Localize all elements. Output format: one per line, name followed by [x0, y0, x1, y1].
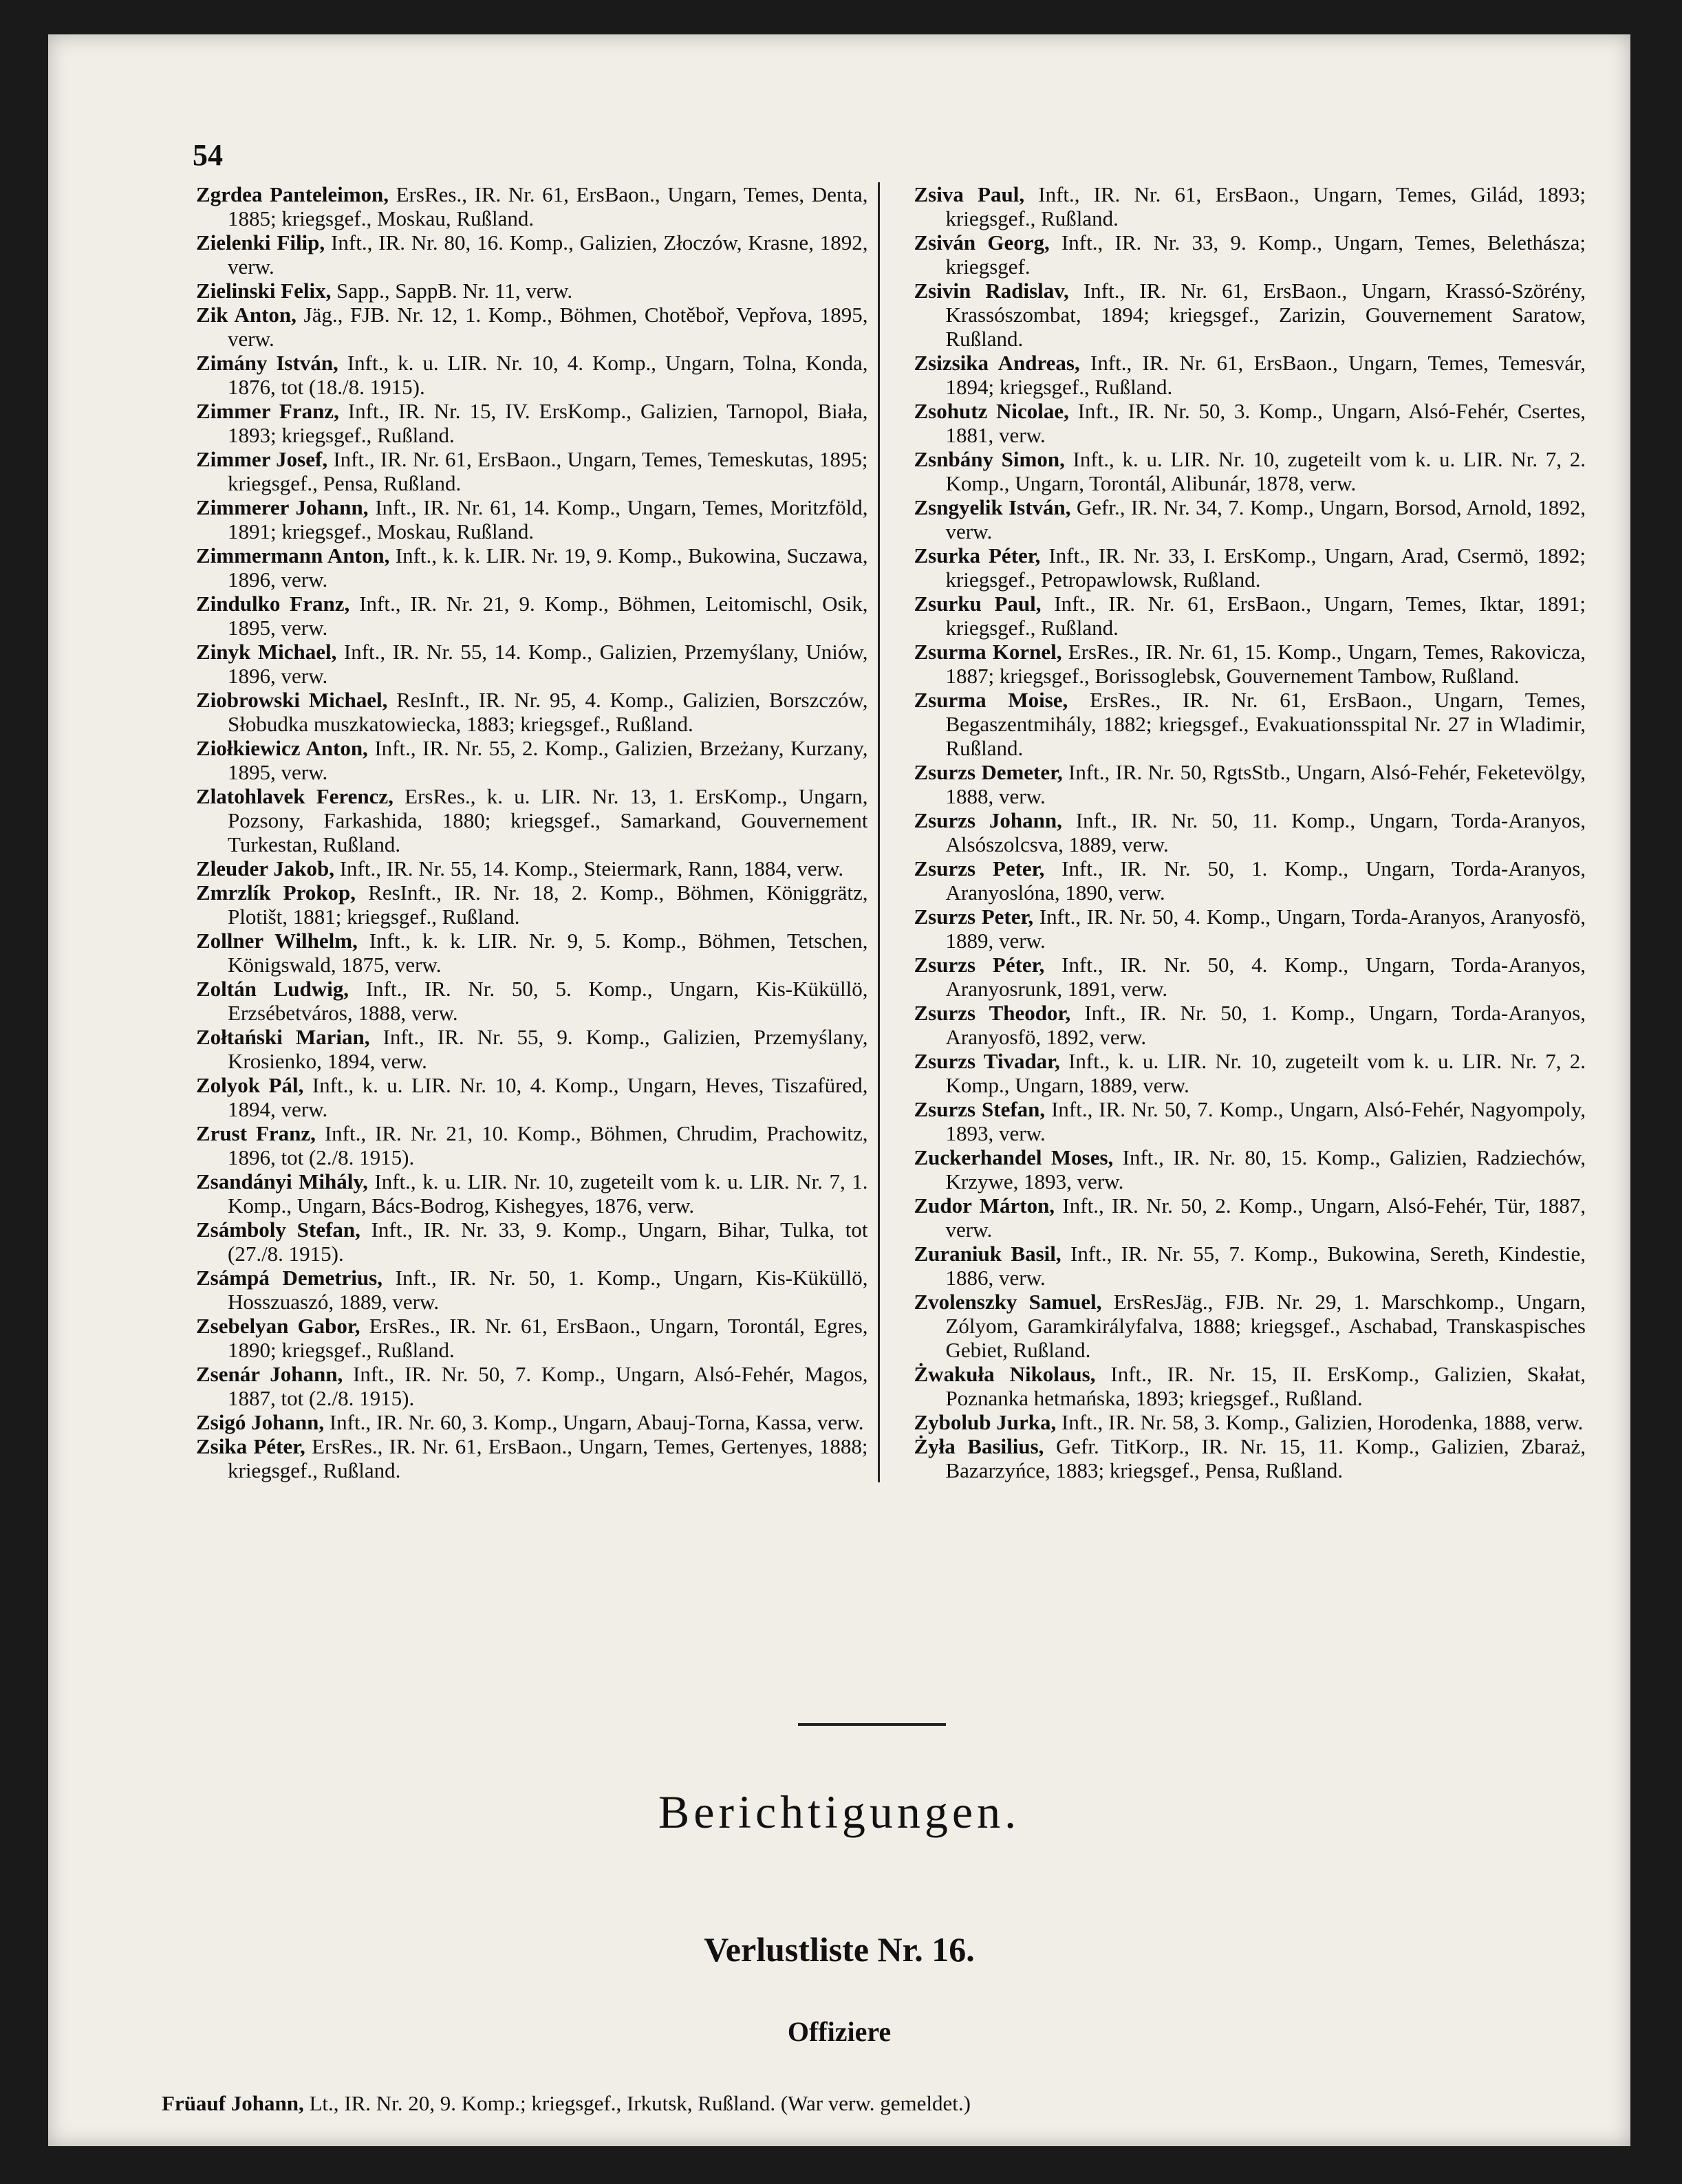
entry-name: Zsurma Moise,	[914, 688, 1068, 712]
entry-name: Zsurzs Peter,	[914, 856, 1045, 880]
entry-details: Inft., IR. Nr. 50, RgtsStb., Ungarn, Alsó-Fehér, Feketevölgy, 1888, verw.	[945, 760, 1586, 808]
list-entry	[196, 688, 868, 736]
right-column	[914, 182, 1586, 1482]
entry-details: Inft., k. u. LIR. Nr. 10, 4. Komp., Ungarn, Heves, Tiszafüred, 1894, verw.	[228, 1073, 868, 1121]
entry-name: Zsurka Péter,	[914, 543, 1041, 567]
entry-name: Zoltán Ludwig,	[196, 977, 349, 1001]
list-entry	[914, 1242, 1586, 1290]
correction-entry	[162, 2091, 971, 2116]
entry-name: Zsámpá Demetrius,	[196, 1266, 382, 1290]
entry-name: Zsika Péter,	[196, 1434, 305, 1458]
list-entry	[196, 880, 868, 929]
entry-details: ResInft., IR. Nr. 18, 2. Komp., Böhmen, Königgrätz, Plotišt, 1881; kriegsgef., Rußland.	[228, 880, 868, 929]
list-entry	[914, 230, 1586, 279]
list-entry	[914, 688, 1586, 760]
entry-name: Zsurzs Theodor,	[914, 1001, 1071, 1025]
entry-details: Inft., IR. Nr. 50, 7. Komp., Ungarn, Alsó-Fehér, Magos, 1887, tot (2./8. 1915).	[228, 1362, 868, 1410]
officers-heading: Offiziere	[787, 2016, 892, 2047]
section-divider	[798, 1723, 946, 1726]
list-entry	[914, 1362, 1586, 1410]
entry-name: Zielinski Felix,	[196, 279, 332, 303]
entry-details: ErsRes., IR. Nr. 61, ErsBaon., Ungarn, Torontál, Egres, 1890; kriegsgef., Rußland.	[228, 1314, 868, 1362]
list-entry	[196, 230, 868, 279]
list-entry	[196, 1025, 868, 1073]
entry-details: Inft., IR. Nr. 61, ErsBaon., Ungarn, Temes, Iktar, 1891; kriegsgef., Rußland.	[945, 592, 1586, 640]
list-entry	[914, 351, 1586, 399]
entry-details: Inft., IR. Nr. 50, 3. Komp., Ungarn, Alsó-Fehér, Csertes, 1881, verw.	[945, 399, 1586, 447]
entry-details: Inft., IR. Nr. 61, 14. Komp., Ungarn, Temes, Moritzföld, 1891; kriegsgef., Moskau, Rußland.	[228, 495, 868, 543]
entry-details: ResInft., IR. Nr. 95, 4. Komp., Galizien, Borszczów, Słobudka muszkatowiecka, 1883; kriegsgef., Rußland.	[228, 688, 868, 736]
entry-details: Inft., IR. Nr. 21, 10. Komp., Böhmen, Chrudim, Prachowitz, 1896, tot (2./8. 1915).	[228, 1121, 868, 1169]
entry-details: Inft., IR. Nr. 50, 4. Komp., Ungarn, Torda-Aranyos, Aranyosrunk, 1891, verw.	[945, 953, 1586, 1001]
list-entry	[914, 953, 1586, 1001]
entry-name: Zsurzs Demeter,	[914, 760, 1063, 784]
entry-details: ErsRes., k. u. LIR. Nr. 13, 1. ErsKomp., Ungarn, Pozsony, Farkashida, 1880; kriegsgef., Samarkand, Gouvernement Turkestan, Rußland.	[228, 784, 868, 856]
entry-details: Inft., IR. Nr. 50, 5. Komp., Ungarn, Kis-Küküllö, Erzsébetváros, 1888, verw.	[228, 977, 868, 1025]
entry-details: Inft., IR. Nr. 60, 3. Komp., Ungarn, Abauj-Torna, Kassa, verw.	[324, 1410, 864, 1434]
list-entry	[914, 1097, 1586, 1145]
list-entry	[196, 303, 868, 351]
list-entry	[196, 279, 868, 303]
list-entry	[914, 182, 1586, 230]
entry-details: Inft., IR. Nr. 80, 15. Komp., Galizien, Radziechów, Krzywe, 1893, verw.	[945, 1145, 1586, 1193]
list-entry	[914, 808, 1586, 856]
list-entry	[914, 1001, 1586, 1049]
entry-details: Inft., IR. Nr. 55, 14. Komp., Steiermark, Rann, 1884, verw.	[334, 856, 844, 880]
entry-details: Inft., IR. Nr. 61, ErsBaon., Ungarn, Temes, Temeskutas, 1895; kriegsgef., Pensa, Rußland.	[228, 447, 868, 495]
entry-name: Zsivin Radislav,	[914, 279, 1069, 303]
list-entry	[914, 1049, 1586, 1097]
entry-details: Inft., IR. Nr. 55, 14. Komp., Galizien, Przemyślany, Uniów, 1896, verw.	[228, 640, 868, 688]
entry-details: ErsRes., IR. Nr. 61, ErsBaon., Ungarn, Temes, Gertenyes, 1888; kriegsgef., Rußland.	[228, 1434, 868, 1482]
entry-name: Zsurku Paul,	[914, 592, 1042, 616]
entry-name: Zudor Márton,	[914, 1193, 1055, 1218]
entry-details: Inft., IR. Nr. 58, 3. Komp., Galizien, Horodenka, 1888, verw.	[1056, 1410, 1584, 1434]
list-entry	[196, 543, 868, 592]
entry-name: Früauf Johann,	[162, 2091, 304, 2115]
entry-name: Zimány István,	[196, 351, 338, 375]
entry-name: Zgrdea Panteleimon,	[196, 182, 389, 206]
list-entry	[914, 1434, 1586, 1482]
list-entry	[914, 760, 1586, 808]
entry-name: Zsiván Georg,	[914, 230, 1050, 255]
entry-details: Inft., IR. Nr. 61, ErsBaon., Ungarn, Krassó-Szörény, Krassószombat, 1894; kriegsgef., Zarizin, Gouvernement Saratow, Rußland.	[945, 279, 1586, 351]
entry-name: Zsurzs Peter,	[914, 905, 1034, 929]
entry-name: Żwakuła Nikolaus,	[914, 1362, 1096, 1386]
list-entry	[196, 592, 868, 640]
entry-name: Zsurzs Stefan,	[914, 1097, 1046, 1121]
entry-name: Zsurma Kornel,	[914, 640, 1062, 664]
entry-details: Inft., k. u. LIR. Nr. 10, zugeteilt vom k. u. LIR. Nr. 7, 2. Komp., Ungarn, 1889, verw.	[945, 1049, 1586, 1097]
entry-details: Lt., IR. Nr. 20, 9. Komp.; kriegsgef., Irkutsk, Rußland. (War verw. gemeldet.)	[303, 2091, 971, 2115]
entry-name: Zsohutz Nicolae,	[914, 399, 1069, 423]
entry-name: Zollner Wilhelm,	[196, 929, 358, 953]
entry-name: Ziołkiewicz Anton,	[196, 736, 368, 760]
entry-name: Zsurzs Tivadar,	[914, 1049, 1060, 1073]
entry-details: Inft., IR. Nr. 15, II. ErsKomp., Galizien, Skałat, Poznanka hetmańska, 1893; kriegsgef., Rußland.	[945, 1362, 1586, 1410]
list-entry	[914, 905, 1586, 953]
list-entry	[196, 736, 868, 784]
entry-name: Zsurzs Péter,	[914, 953, 1045, 977]
entry-details: Inft., k. u. LIR. Nr. 10, zugeteilt vom k. u. LIR. Nr. 7, 1. Komp., Ungarn, Bács-Bodrog, Kishegyes, 1876, verw.	[228, 1169, 868, 1218]
entry-name: Zrust Franz,	[196, 1121, 316, 1145]
entry-details: ErsRes., IR. Nr. 61, ErsBaon., Ungarn, Temes, Denta, 1885; kriegsgef., Moskau, Rußland.	[228, 182, 868, 230]
list-entry	[196, 1073, 868, 1121]
list-entry	[196, 351, 868, 399]
list-entry	[196, 929, 868, 977]
entry-details: Inft., IR. Nr. 50, 11. Komp., Ungarn, Torda-Aranyos, Alsószolcsva, 1889, verw.	[945, 808, 1586, 856]
list-entry	[914, 1410, 1586, 1434]
list-entry	[914, 399, 1586, 447]
list-entry	[196, 1121, 868, 1169]
entry-name: Ziobrowski Michael,	[196, 688, 388, 712]
list-entry	[196, 399, 868, 447]
entry-name: Żyła Basilius,	[914, 1434, 1044, 1458]
entry-name: Zleuder Jakob,	[196, 856, 334, 880]
list-entry	[196, 1410, 868, 1434]
entry-name: Zsebelyan Gabor,	[196, 1314, 360, 1338]
list-entry	[196, 182, 868, 230]
list-number-heading: Verlustliste Nr. 16.	[704, 1930, 975, 1969]
entry-details: Inft., k. u. LIR. Nr. 10, 4. Komp., Ungarn, Tolna, Konda, 1876, tot (18./8. 1915).	[228, 351, 868, 399]
list-entry	[196, 447, 868, 495]
entry-name: Zolyok Pál,	[196, 1073, 304, 1097]
entry-name: Zmrzlík Prokop,	[196, 880, 356, 905]
list-entry	[196, 1362, 868, 1410]
entry-details: Sapp., SappB. Nr. 11, verw.	[331, 279, 573, 303]
entry-name: Zik Anton,	[196, 303, 296, 327]
list-entry	[196, 977, 868, 1025]
entry-name: Zsngyelik István,	[914, 495, 1071, 519]
entry-details: Inft., IR. Nr. 50, 1. Komp., Ungarn, Kis-Küküllö, Hosszuaszó, 1889, verw.	[228, 1266, 868, 1314]
list-entry	[914, 856, 1586, 905]
list-entry	[914, 447, 1586, 495]
page-number: 54	[193, 138, 223, 172]
entry-details: Inft., IR. Nr. 80, 16. Komp., Galizien, Złoczów, Krasne, 1892, verw.	[228, 230, 868, 279]
list-entry	[914, 495, 1586, 543]
entry-details: Inft., IR. Nr. 33, 9. Komp., Ungarn, Bihar, Tulka, tot (27./8. 1915).	[228, 1218, 868, 1266]
entry-details: Inft., IR. Nr. 55, 2. Komp., Galizien, Brzeżany, Kurzany, 1895, verw.	[228, 736, 868, 784]
list-entry	[914, 592, 1586, 640]
entry-name: Zimmer Franz,	[196, 399, 339, 423]
list-entry	[914, 279, 1586, 351]
document-page	[48, 34, 1630, 2146]
list-entry	[914, 1193, 1586, 1242]
entry-details: Inft., IR. Nr. 55, 9. Komp., Galizien, Przemyślany, Krosienko, 1894, verw.	[228, 1025, 868, 1073]
entry-details: Inft., IR. Nr. 55, 7. Komp., Bukowina, Sereth, Kindestie, 1886, verw.	[945, 1242, 1586, 1290]
entry-name: Zsenár Johann,	[196, 1362, 343, 1386]
list-entry	[196, 640, 868, 688]
list-entry	[196, 1314, 868, 1362]
entry-name: Zielenki Filip,	[196, 230, 325, 255]
list-entry	[196, 1218, 868, 1266]
entry-name: Zlatohlavek Ferencz,	[196, 784, 393, 808]
entry-details: ErsResJäg., FJB. Nr. 29, 1. Marschkomp., Ungarn, Zólyom, Garamkirályfalva, 1888; kriegsgef., Aschabad, Transkaspisches Gebiet, Rußland.	[945, 1290, 1586, 1362]
entry-details: Inft., IR. Nr. 61, ErsBaon., Ungarn, Temes, Temesvár, 1894; kriegsgef., Rußland.	[945, 351, 1586, 399]
entry-details: Inft., k. k. LIR. Nr. 19, 9. Komp., Bukowina, Suczawa, 1896, verw.	[228, 543, 868, 592]
entry-details: Inft., IR. Nr. 33, 9. Komp., Ungarn, Temes, Belethásza; kriegsgef.	[945, 230, 1586, 279]
entry-name: Zsizsika Andreas,	[914, 351, 1080, 375]
entry-details: Inft., IR. Nr. 50, 2. Komp., Ungarn, Alsó-Fehér, Tür, 1887, verw.	[945, 1193, 1586, 1242]
columns	[196, 182, 1586, 1482]
entry-details: Inft., IR. Nr. 50, 7. Komp., Ungarn, Alsó-Fehér, Nagyompoly, 1893, verw.	[945, 1097, 1586, 1145]
entry-name: Zsigó Johann,	[196, 1410, 325, 1434]
entry-details: Inft., IR. Nr. 50, 1. Komp., Ungarn, Torda-Aranyos, Aranyoslóna, 1890, verw.	[945, 856, 1586, 905]
entry-details: ErsRes., IR. Nr. 61, ErsBaon., Ungarn, Temes, Begaszentmihály, 1882; kriegsgef., Evakuationsspital Nr. 27 in Wladimir, Rußland.	[945, 688, 1586, 760]
list-entry	[196, 1434, 868, 1482]
list-entry	[914, 1145, 1586, 1193]
entry-name: Zołtański Marian,	[196, 1025, 370, 1049]
entry-details: Inft., k. k. LIR. Nr. 9, 5. Komp., Böhmen, Tetschen, Königswald, 1875, verw.	[228, 929, 868, 977]
entry-details: Jäg., FJB. Nr. 12, 1. Komp., Böhmen, Chotěboř, Vepřova, 1895, verw.	[228, 303, 868, 351]
list-entry	[196, 856, 868, 880]
list-entry	[914, 1290, 1586, 1362]
list-entry	[196, 784, 868, 856]
entry-details: ErsRes., IR. Nr. 61, 15. Komp., Ungarn, Temes, Rakovicza, 1887; kriegsgef., Borissoglebsk, Gouvernement Tambow, Rußland.	[945, 640, 1586, 688]
left-column	[196, 182, 880, 1482]
corrections-heading: Berichtigungen.	[658, 1786, 1021, 1838]
entry-name: Zsiva Paul,	[914, 182, 1025, 206]
entry-name: Zvolenszky Samuel,	[914, 1290, 1102, 1314]
entry-details: Gefr. TitKorp., IR. Nr. 15, 11. Komp., Galizien, Zbaraż, Bazarzyńce, 1883; kriegsgef., Pensa, Rußland.	[945, 1434, 1586, 1482]
entry-details: Gefr., IR. Nr. 34, 7. Komp., Ungarn, Borsod, Arnold, 1892, verw.	[945, 495, 1586, 543]
entry-name: Zuckerhandel Moses,	[914, 1145, 1114, 1169]
list-entry	[196, 495, 868, 543]
list-entry	[914, 640, 1586, 688]
entry-name: Zimmermann Anton,	[196, 543, 390, 567]
list-entry	[196, 1169, 868, 1218]
entry-details: Inft., IR. Nr. 33, I. ErsKomp., Ungarn, Arad, Csermö, 1892; kriegsgef., Petropawlowsk, Rußland.	[945, 543, 1586, 592]
entry-name: Zybolub Jurka,	[914, 1410, 1057, 1434]
entry-name: Zinyk Michael,	[196, 640, 337, 664]
entry-name: Zsnbány Simon,	[914, 447, 1065, 471]
entry-name: Zsurzs Johann,	[914, 808, 1062, 832]
entry-name: Zsandányi Mihály,	[196, 1169, 368, 1193]
entry-details: Inft., IR. Nr. 61, ErsBaon., Ungarn, Temes, Gilád, 1893; kriegsgef., Rußland.	[945, 182, 1586, 230]
entry-name: Zimmerer Johann,	[196, 495, 369, 519]
entry-name: Zimmer Josef,	[196, 447, 328, 471]
entry-details: Inft., IR. Nr. 50, 1. Komp., Ungarn, Torda-Aranyos, Aranyosfö, 1892, verw.	[945, 1001, 1586, 1049]
list-entry	[196, 1266, 868, 1314]
entry-details: Inft., IR. Nr. 50, 4. Komp., Ungarn, Torda-Aranyos, Aranyosfö, 1889, verw.	[945, 905, 1586, 953]
entry-details: Inft., IR. Nr. 21, 9. Komp., Böhmen, Leitomischl, Osik, 1895, verw.	[228, 592, 868, 640]
entry-details: Inft., IR. Nr. 15, IV. ErsKomp., Galizien, Tarnopol, Biała, 1893; kriegsgef., Rußland.	[228, 399, 868, 447]
entry-details: Inft., k. u. LIR. Nr. 10, zugeteilt vom k. u. LIR. Nr. 7, 2. Komp., Ungarn, Torontál, Alibunár, 1878, verw.	[945, 447, 1586, 495]
list-entry	[914, 543, 1586, 592]
entry-name: Zindulko Franz,	[196, 592, 350, 616]
entry-name: Zuraniuk Basil,	[914, 1242, 1061, 1266]
entry-name: Zsámboly Stefan,	[196, 1218, 360, 1242]
